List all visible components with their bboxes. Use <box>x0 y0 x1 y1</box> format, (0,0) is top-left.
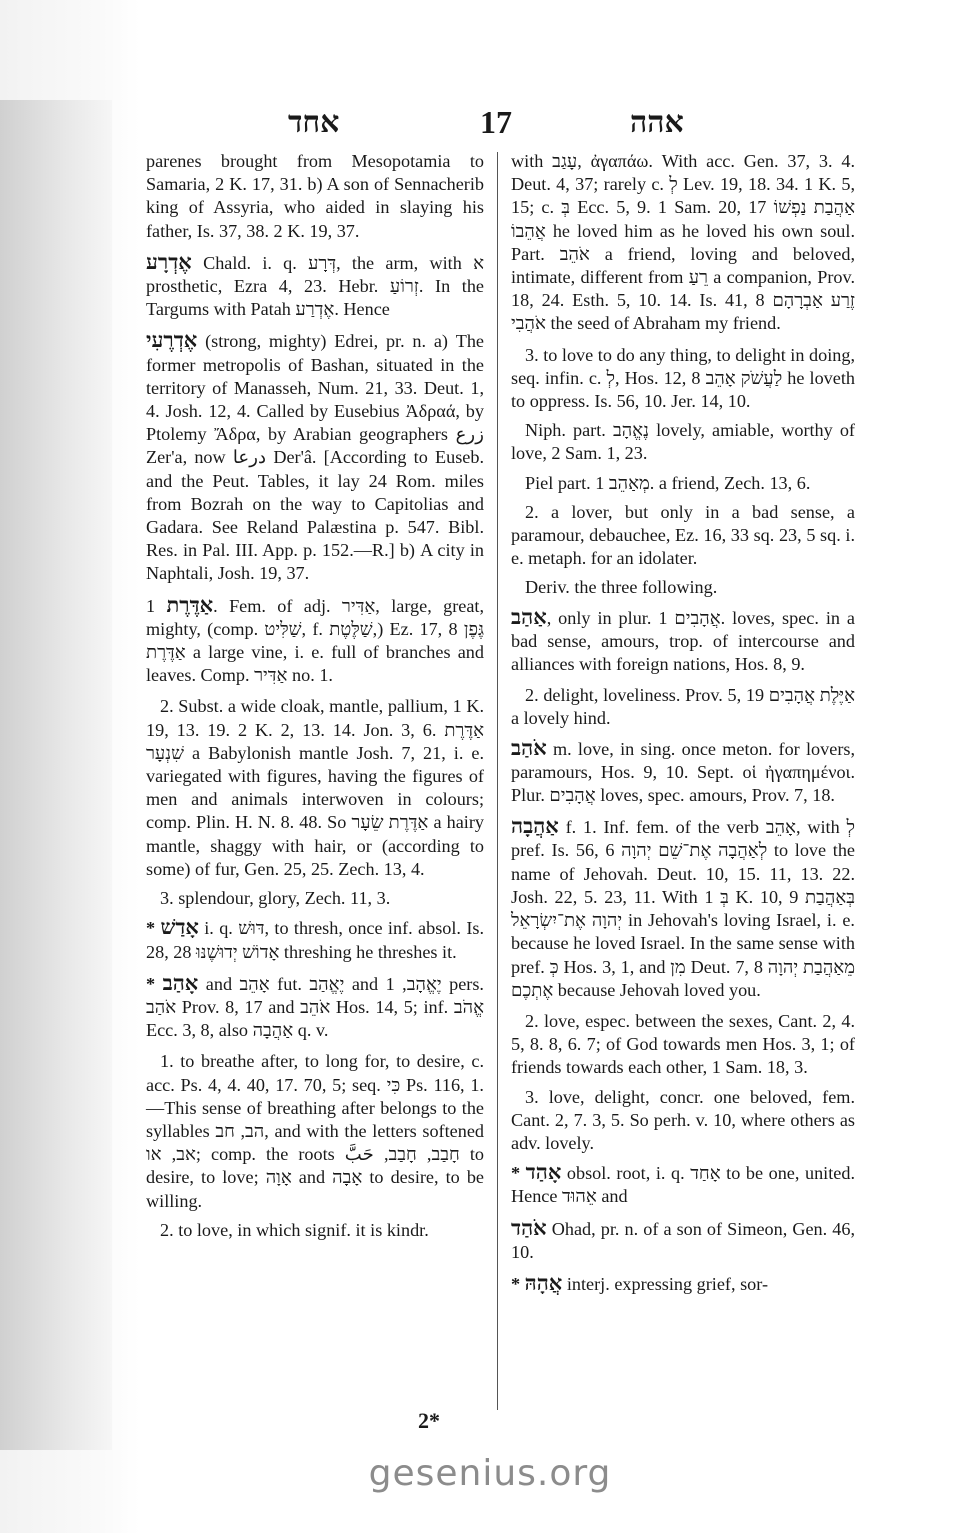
root-marker: * <box>146 918 161 939</box>
entry-headword: אֶדְרֶעִי <box>146 328 198 353</box>
entry-text: , only in plur. אֲהָבִים 1. loves, spec. in a bad sense, amours, trop. of intercourse and alliances with foreign nations, Hos. 8, 9. <box>511 607 856 675</box>
entry-text: m. love, in sing. once meton. for lovers, paramours, Hos. 9, 10. Sept. οἱ ἠγαπημένοι. Plur. אֲהָבִים loves, spec. amours, Prov. 7, 18. <box>511 738 855 806</box>
entry-text: Ohad, pr. n. of a son of Simeon, Gen. 46, 10. <box>511 1218 855 1262</box>
entry-headword: אֹהַב <box>511 735 547 760</box>
entry-sense <box>511 1010 855 1080</box>
entry-sense <box>146 887 484 910</box>
root-marker: * <box>511 1163 526 1184</box>
entry-text: 2. delight, loveliness. Prov. 5, 19 אַיֶּלֶת אֲהָבִים a lovely hind. <box>511 685 855 729</box>
root-marker: * <box>146 973 163 994</box>
entry-sense <box>146 695 484 881</box>
page-gutter-shadow <box>0 100 112 1450</box>
entry-text: 1. to breathe after, to long for, to desire, c. acc. Ps. 4, 4. 40, 17. 70, 5; seq. כִּי Ps. 116, 1.—This sense of breathing after belongs to the syllables הב, חב, and with the letters softened אב, או; comp. the roots חָבַב, חָבַב, حَبَّ to desire, to love; אָוָה and אָבָה to desire, to be willing. <box>146 1051 485 1211</box>
running-header <box>140 104 880 144</box>
entry-headword: אַדֶּרֶת <box>166 592 214 617</box>
entry-text: f. 1. Inf. fem. of the verb אָהֵב, with לְ pref. Is. 56, 6 לְאַהֲבָה אֶת־שֵׁם יְהוָה to love the name of Jehovah. Deut. 10, 15. 11, 13. 22. Josh. 22, 5. 23, 11. With בְּ 1 K. 10, 9 בְּאַהֲבַת יְהוָה אֶת־יִשְׂרָאֵל in Jehovah's loving Israel, i. e. because he loved Israel. In the same sense with pref. כְּ Hos. 3, 1, and מִן Deut. 7, 8 מֵאַהֲבַת יְהוָה אֶתְכֶם because Jehovah loved you. <box>511 817 856 1000</box>
dictionary-entry <box>146 251 484 322</box>
site-watermark: gesenius.org <box>368 1453 612 1494</box>
dictionary-entry <box>511 1272 855 1296</box>
entry-text: 1. Fem. of adj. אַדִּיר, large, great, mighty, (comp. שַׁלִּיט, f. שַׁלֶּטֶת,) Ez. 17, 8 גֶּפֶן אַדֶּרֶת a large vine, i. e. full of branches and leaves. Comp. אַדִּיר no. 1. <box>146 595 485 686</box>
dictionary-entry <box>146 329 484 585</box>
column-divider <box>497 152 498 1410</box>
entry-text: Chald. i. q. דְּרָע, the arm, with א prosthetic, Ezra 4, 23. Hebr. זְרוֹעַ. In the Targums with Patah אֶדְרַע. Hence <box>146 252 484 320</box>
entry-sense <box>511 501 855 571</box>
entry-text: Deriv. the three following. <box>525 577 718 598</box>
entry-text: with עָגַב, ἀγαπάω. With acc. Gen. 37, 3. 4. Deut. 4, 37; rarely c. לְ Lev. 19, 18. 34. 1 K. 5, 15; c. בְּ Ecc. 5, 9. 1 Sam. 20, 17 אַהֲבַת נַפְשׁוֹ אֲהֵבוֹ he loved him as he loved his own soul. Part. אֹהֵב a friend, loving and beloved, intimate, different from רֵעַ a companion, Prov. 18, 24. Esth. 5, 10. 14. Is. 41, 8 זֶרַע אַבְרָהָם אֹהֲבִי the seed of Abraham my friend. <box>511 151 856 334</box>
entry-sense <box>146 1050 484 1212</box>
entry-text: Piel part. מְאַהֵב 1. a friend, Zech. 13, 6. <box>525 472 811 493</box>
entry-continuation <box>146 150 484 243</box>
signature-mark: 2* <box>418 1408 440 1433</box>
entry-text: 3. splendour, glory, Zech. 11, 3. <box>160 888 391 909</box>
entry-text: 3. love, delight, concr. one beloved, fem. Cant. 2, 7. 3, 5. So perh. v. 10, where others as adv. lovely. <box>511 1086 855 1153</box>
dictionary-entry <box>146 594 484 688</box>
entry-text: 2. to love, in which signif. it is kindr. <box>160 1219 429 1240</box>
dictionary-entry <box>511 737 855 808</box>
entry-sense <box>511 419 855 465</box>
page-number: 17 <box>480 104 512 140</box>
dictionary-entry <box>511 1217 855 1264</box>
right-running-headword: אהה <box>630 106 684 139</box>
entry-headword: אָדַשׁ <box>160 915 199 940</box>
left-running-headword: אחד <box>288 106 340 139</box>
entry-headword: אָהַב <box>162 970 199 995</box>
entry-sense <box>511 1086 855 1156</box>
entry-text: 2. a lover, but only in a bad sense, a paramour, debauchee, Ez. 16, 33 sq. 23, 5 sq. i. e. metaph. for an idolater. <box>511 501 855 569</box>
entry-text: (strong, mighty) Edrei, pr. n. a) The former metropolis of Bashan, situated in the territory of Manasseh, Num. 21, 33. Deut. 1, 4. Josh. 12, 4. Called by Eusebius Ἀδραά, by Ptolemy Ἄδρα, by Arabian geographers زرع Zer'a, now درعا Der'â. [According to Euseb. and the Peut. Tables, it lay 24 Rom. miles from Bozrah on the way to Capitolias and Gadara. See Reland Palæstina p. 547. Bibl. Res. in Pal. III. App. p. 152.—R.] b) A city in Naphtali, Josh. 19, 37. <box>146 331 484 584</box>
entry-text: obsol. root, i. q. אָחַד to be one, united. Hence אֵהוּד and <box>511 1163 855 1207</box>
root-marker: * <box>511 1273 525 1294</box>
entry-text: Niph. part. נֶאֱהָב lovely, amiable, worthy of love, 2 Sam. 1, 23. <box>511 420 855 464</box>
entry-headword: אֹהַד <box>511 1215 547 1240</box>
entry-text: 3. to love to do any thing, to delight in doing, seq. infin. c. לְ, Hos. 12, 8 לַעֲשֹׁק אָהֵב he loveth to oppress. Is. 56, 10. Jer. 14, 10. <box>511 344 855 412</box>
entry-text: i. q. דּוּשׁ, to thresh, once inf. absol. Is. 28, 28 אָדוֹשׁ יְדוּשֶׁנּוּ threshing he threshes it. <box>146 918 485 962</box>
entry-continuation <box>511 150 855 336</box>
dictionary-entry <box>146 916 484 963</box>
entry-headword: אַהֲבָה <box>511 814 559 839</box>
left-column <box>146 150 484 1248</box>
entry-sense <box>146 1219 484 1242</box>
entry-headword: אַהַב <box>511 604 547 629</box>
entry-text: 2. Subst. a wide cloak, mantle, pallium, 1 K. 19, 13. 19. 2 K. 2, 13. 14. Jon. 3, 6. אַדֶּרֶת שִׁנְעָר a Babylonish mantle Josh. 7, 21, i. e. variegated with figures, having the figures of men and animals interwoven in colours; comp. Plin. H. N. 8. 48. So אַדֶּרֶת שֵׂעָר a hairy mantle, shaggy with hair, or (according to some) of fur, Gen. 25, 25. Zech. 13, 4. <box>146 696 484 879</box>
entry-headword: אָהַד <box>525 1160 562 1185</box>
entry-text: parenes brought from Mesopotamia to Samaria, 2 K. 17, 31. b) A son of Sennacherib king of Assyria, who aided in slaying his father, Is. 37, 38. 2 K. 19, 37. <box>146 151 484 241</box>
entry-text: 2. love, espec. between the sexes, Cant. 2, 4. 5, 8. 8, 6. 7; of God towards men Hos. 3, 1; of friends towards each other, 1 Sam. 18, 3. <box>511 1010 855 1078</box>
dictionary-entry <box>511 606 855 677</box>
dictionary-entry <box>511 815 855 1002</box>
entry-sense <box>511 576 855 599</box>
entry-headword: אֶדְרָע <box>146 249 192 274</box>
entry-sense <box>511 344 855 414</box>
entry-sense <box>511 472 855 495</box>
entry-text: interj. expressing grief, sor- <box>562 1273 768 1294</box>
entry-headword: אֲהָהּ <box>524 1270 563 1295</box>
entry-sense <box>511 684 855 730</box>
right-column <box>511 150 855 1304</box>
entry-text: and אָהֵב fut. יֶאֱהַב and יֶאֱהָב, 1 pers. אֹהַב Prov. 8, 17 and אֹהֵב Hos. 14, 5; inf. אֱהֹב Ecc. 3, 8, also אַהֲבָה q. v. <box>146 973 485 1041</box>
dictionary-entry <box>511 1161 855 1208</box>
dictionary-entry <box>146 972 484 1043</box>
